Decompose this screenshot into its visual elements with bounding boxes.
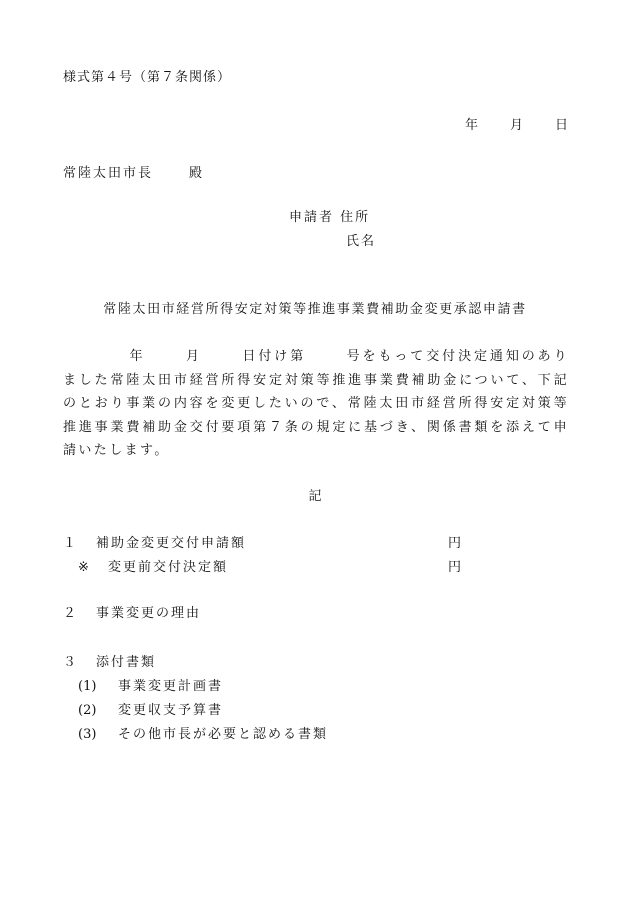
attachment-item bbox=[78, 723, 328, 742]
document-title: 常陸太田市経営所得安定対策等推進事業費補助金変更承認申請書 bbox=[103, 302, 527, 317]
date-year-label: 年 bbox=[464, 118, 480, 133]
addressee-honorific: 殿 bbox=[189, 166, 205, 181]
attachment-label: その他市長が必要と認める書類 bbox=[118, 727, 329, 742]
item-label: 変更前交付決定額 bbox=[108, 560, 229, 575]
body-number-suffix: 号をもって交付決定通知のありました常陸太田市経営所得安定対策等推進事業費補助金について、下記のとおり事業の内容を変更したいので、常陸太田市経営所得安定対策等推進事業費補助金交付要項第７条の規定に基づき、関係書類を添えて申請いたします。 bbox=[63, 349, 569, 458]
item-number: １ bbox=[63, 536, 79, 551]
attachment-item bbox=[78, 699, 223, 718]
date-month-label: 月 bbox=[509, 118, 525, 133]
body-paragraph bbox=[63, 345, 569, 463]
item-number: ２ bbox=[63, 606, 79, 621]
item-label: 事業変更の理由 bbox=[96, 606, 202, 621]
applicant-address-line bbox=[289, 206, 370, 225]
item-number: ３ bbox=[63, 655, 79, 670]
body-date-suffix: 日付け第 bbox=[241, 349, 307, 364]
attachment-label: 事業変更計画書 bbox=[118, 679, 224, 694]
form-number: 様式第４号（第７条関係） bbox=[63, 70, 232, 85]
applicant-name-label: 氏名 bbox=[346, 234, 377, 249]
attachment-item bbox=[78, 675, 223, 694]
applicant-address-label: 住所 bbox=[340, 210, 371, 225]
attachment-number: (2) bbox=[78, 703, 97, 718]
addressee-name: 常陸太田市長 bbox=[63, 166, 154, 181]
yen-unit: 円 bbox=[448, 536, 462, 551]
applicant-label: 申請者 bbox=[289, 210, 335, 225]
attachment-number: (1) bbox=[78, 679, 97, 694]
ki-heading: 記 bbox=[308, 489, 322, 504]
item-label: 補助金変更交付申請額 bbox=[96, 536, 247, 551]
addressee bbox=[63, 162, 204, 181]
date-line bbox=[465, 114, 570, 133]
date-day-label: 日 bbox=[554, 118, 570, 133]
item-label: 添付書類 bbox=[96, 655, 157, 670]
body-year-label: 年 bbox=[129, 349, 146, 364]
item-attachments bbox=[63, 651, 156, 670]
attachment-number: (3) bbox=[78, 727, 97, 742]
attachment-label: 変更収支予算書 bbox=[118, 703, 224, 718]
item-previous-amount bbox=[78, 556, 228, 575]
item-change-reason bbox=[63, 602, 201, 621]
note-mark: ※ bbox=[78, 560, 91, 575]
item-application-amount bbox=[63, 532, 246, 551]
yen-unit: 円 bbox=[448, 560, 462, 575]
body-month-label: 月 bbox=[185, 349, 202, 364]
